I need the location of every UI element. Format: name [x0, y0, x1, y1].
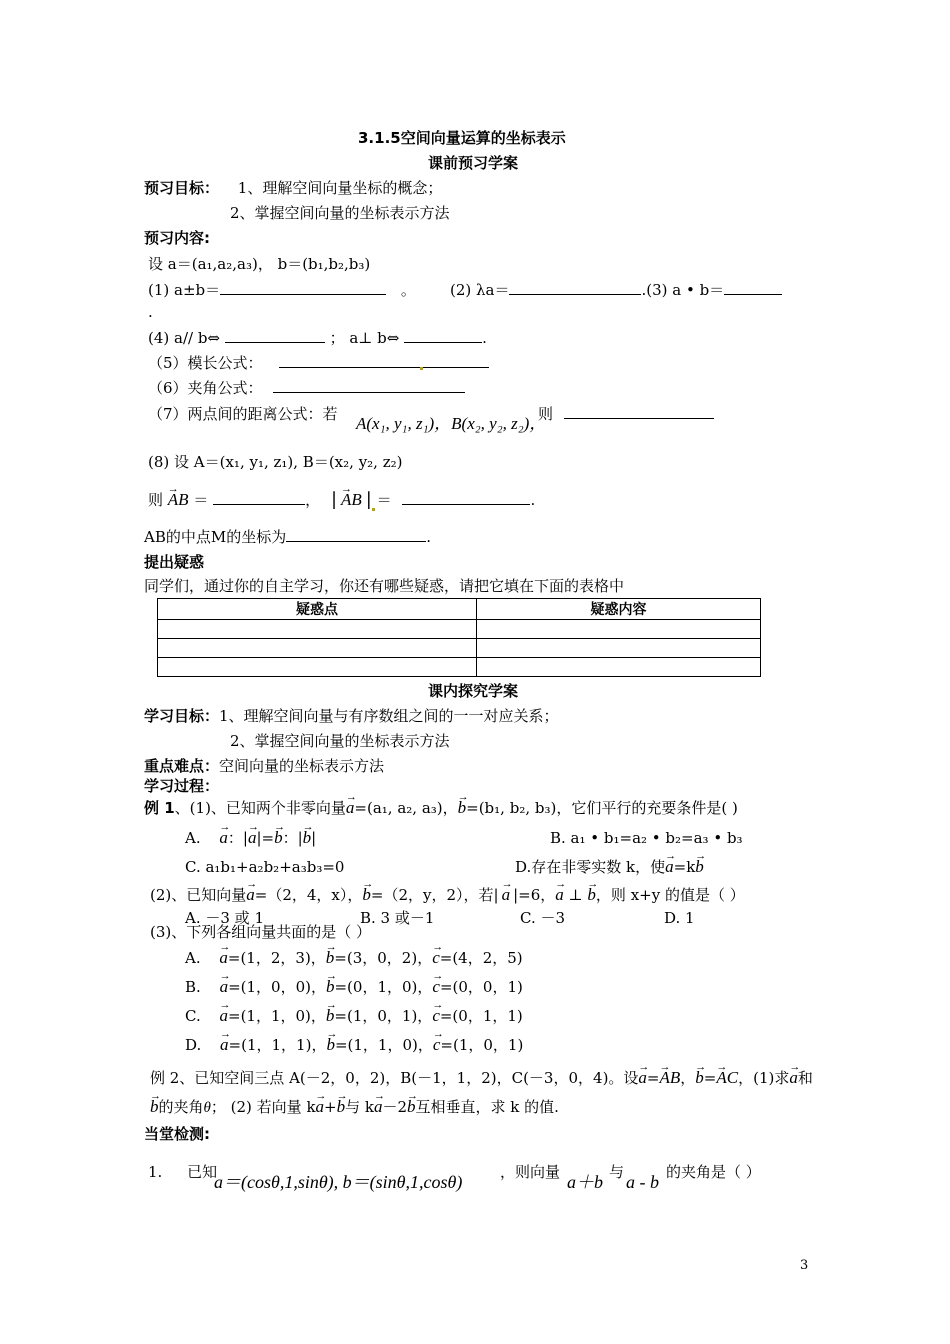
table-row — [158, 658, 761, 677]
doubts-table — [157, 598, 761, 677]
stray-mark — [420, 367, 423, 370]
example-2-line-2: → b的夹角θ； (2) 若向量 k→ a+→ b与 k→ a－2→ b互相垂直，求 k 的值. — [150, 1097, 559, 1118]
question-8: (8) 设 A＝(x₁, y₁, z₁), B＝(x₂, y₂, z₂) — [148, 453, 403, 471]
table-cell[interactable] — [158, 639, 477, 658]
question-1: (1) a±b＝ 。 — [148, 281, 416, 299]
preview-setup: 设 a＝(a₁,a₂,a₃)， b＝(b₁,b₂,b₃) — [148, 255, 371, 273]
answer-blank[interactable] — [273, 378, 465, 393]
answer-blank[interactable] — [279, 353, 489, 368]
question-6: （6）夹角公式： — [148, 378, 465, 398]
table-row — [158, 639, 761, 658]
question-7-then: 则 — [538, 404, 714, 424]
table-header: 疑惑内容 — [477, 599, 761, 620]
example-1-part-2-option: C. －3 — [520, 909, 566, 927]
answer-blank[interactable] — [213, 490, 305, 505]
example-1-part-3-option-a: A. → a=(1，2，3)，→ b=(3，0，2)，→ c=(4，2，5) — [185, 948, 523, 968]
inclass-goals: 学习目标：1、理解空间向量与有序数组之间的一一对应关系； — [144, 707, 559, 725]
example-1-part-2: (2)、已知向量→ a=（2，4，x），→ b=（2，y，2），若|→ a |=6，→ a ⊥ → b，则 x+y 的值是（ ） — [150, 885, 745, 905]
check-question-1-with: 与 — [609, 1163, 625, 1181]
preview-goals-label: 预习目标： — [144, 179, 220, 197]
example-1-part-1: 例 1、(1)、已知两个非零向量→ a=(a₁, a₂, a₃)，→ b=(b₁, b₂, b₃)，它们平行的充要条件是( ) — [144, 798, 738, 818]
preview-goal-2: 2、掌握空间向量的坐标表示方法 — [230, 204, 450, 222]
table-row — [158, 620, 761, 639]
example-1-part-3-option-b: B. → a=(1，0，0)，→ b=(0，1，0)，→ c=(0，0，1) — [185, 977, 523, 997]
answer-blank[interactable] — [564, 404, 714, 419]
section-title-inclass: 课内探究学案 — [428, 682, 519, 700]
answer-blank[interactable] — [225, 328, 325, 343]
check-question-1: 1. 已知 — [148, 1163, 218, 1181]
table-cell[interactable] — [477, 639, 761, 658]
answer-blank[interactable] — [402, 490, 530, 505]
check-question-1-end: 的夹角是（ ） — [666, 1163, 761, 1181]
vector-ab-magnitude: → AB — [341, 490, 362, 510]
preview-content-label: 预习内容: — [144, 229, 210, 247]
example-1-part-3-option-d: D. → a=(1，1，1)，→ b=(1，1，0)，→ c=(1，0，1) — [185, 1035, 523, 1055]
vector-ab: → AB — [168, 490, 189, 510]
page-title: 3.1.5空间向量运算的坐标表示 — [358, 129, 566, 147]
vector-a: → a — [346, 798, 355, 818]
answer-blank[interactable] — [404, 328, 482, 343]
vector-b: → b — [458, 798, 467, 818]
example-1-part-3-option-c: C. → a=(1，1，0)，→ b=(1，0，1)，→ c=(0，1，1) — [185, 1006, 523, 1026]
stray-mark — [372, 508, 375, 511]
answer-blank[interactable] — [509, 280, 641, 295]
example-2-line-1: 例 2、已知空间三点 A(－2，0，2)，B(－1，1，2)，C(－3，0，4)。设→ a=→ AB，→ b=→ AC，(1)求→ a和 — [150, 1068, 813, 1088]
example-1-option-d: D.存在非零实数 k，使→ a=k→ b — [515, 857, 704, 877]
example-1-option-a: A. → a：|→ a|=→ b：|→ b| — [185, 828, 316, 848]
page-number: 3 — [800, 1258, 809, 1273]
check-label: 当堂检测: — [144, 1125, 210, 1143]
question-8-answers: 则 → AB ＝ ， |→ AB | ＝ . — [148, 490, 535, 510]
table-cell[interactable] — [158, 620, 477, 639]
table-cell[interactable] — [477, 658, 761, 677]
section-title-preview: 课前预习学案 — [428, 154, 519, 172]
check-question-1-mid: ，则向量 — [500, 1163, 561, 1181]
check-question-1-sum: a＋b — [567, 1172, 603, 1192]
question-2: (2) λa＝ .(3) a • b＝ — [450, 280, 782, 300]
table-header: 疑惑点 — [158, 599, 477, 620]
example-1-option-b: B. a₁ • b₁=a₂ • b₂=a₃ • b₃ — [550, 829, 743, 847]
example-1-part-3: (3)、下列各组向量共面的是（ ） — [150, 923, 372, 941]
doubts-intro: 同学们，通过你的自主学习，你还有哪些疑惑，请把它填在下面的表格中 — [144, 577, 625, 595]
answer-blank[interactable] — [724, 280, 782, 295]
question-7-points: A(x₁, y₁, z₁)，B(x₂, y₂, z₂)， — [356, 414, 547, 433]
example-1-part-2-option: D. 1 — [664, 909, 695, 927]
table-cell[interactable] — [158, 658, 477, 677]
question-4: (4) a// b⇔ ； a⊥ b⇔ . — [148, 329, 487, 347]
question-5: （5）模长公式： — [148, 353, 489, 373]
process-label: 学习过程： — [144, 777, 220, 795]
answer-blank[interactable] — [220, 280, 386, 295]
table-cell[interactable] — [477, 620, 761, 639]
answer-blank[interactable] — [286, 527, 426, 542]
question-7: （7）两点间的距离公式：若 — [148, 405, 338, 423]
example-1-option-c: C. a₁b₁+a₂b₂+a₃b₃=0 — [185, 858, 345, 876]
key-points: 重点难点：空间向量的坐标表示方法 — [144, 757, 385, 775]
midpoint-question: AB的中点M的坐标为 . — [144, 528, 431, 546]
preview-goal-1: 1、理解空间向量坐标的概念； — [237, 179, 443, 197]
example-1-part-2-option: B. 3 或－1 — [360, 909, 435, 927]
check-question-1-diff: a - b — [626, 1172, 659, 1192]
check-question-1-formula: a＝(cosθ,1,sinθ), b＝(sinθ,1,cosθ) — [214, 1172, 463, 1192]
period: . — [148, 303, 153, 321]
example-1-part-2-option: A. －3 或 1 — [185, 909, 264, 927]
inclass-goal-2: 2、掌握空间向量的坐标表示方法 — [230, 732, 450, 750]
doubts-label: 提出疑惑 — [144, 553, 205, 571]
preview-goals — [144, 178, 442, 198]
